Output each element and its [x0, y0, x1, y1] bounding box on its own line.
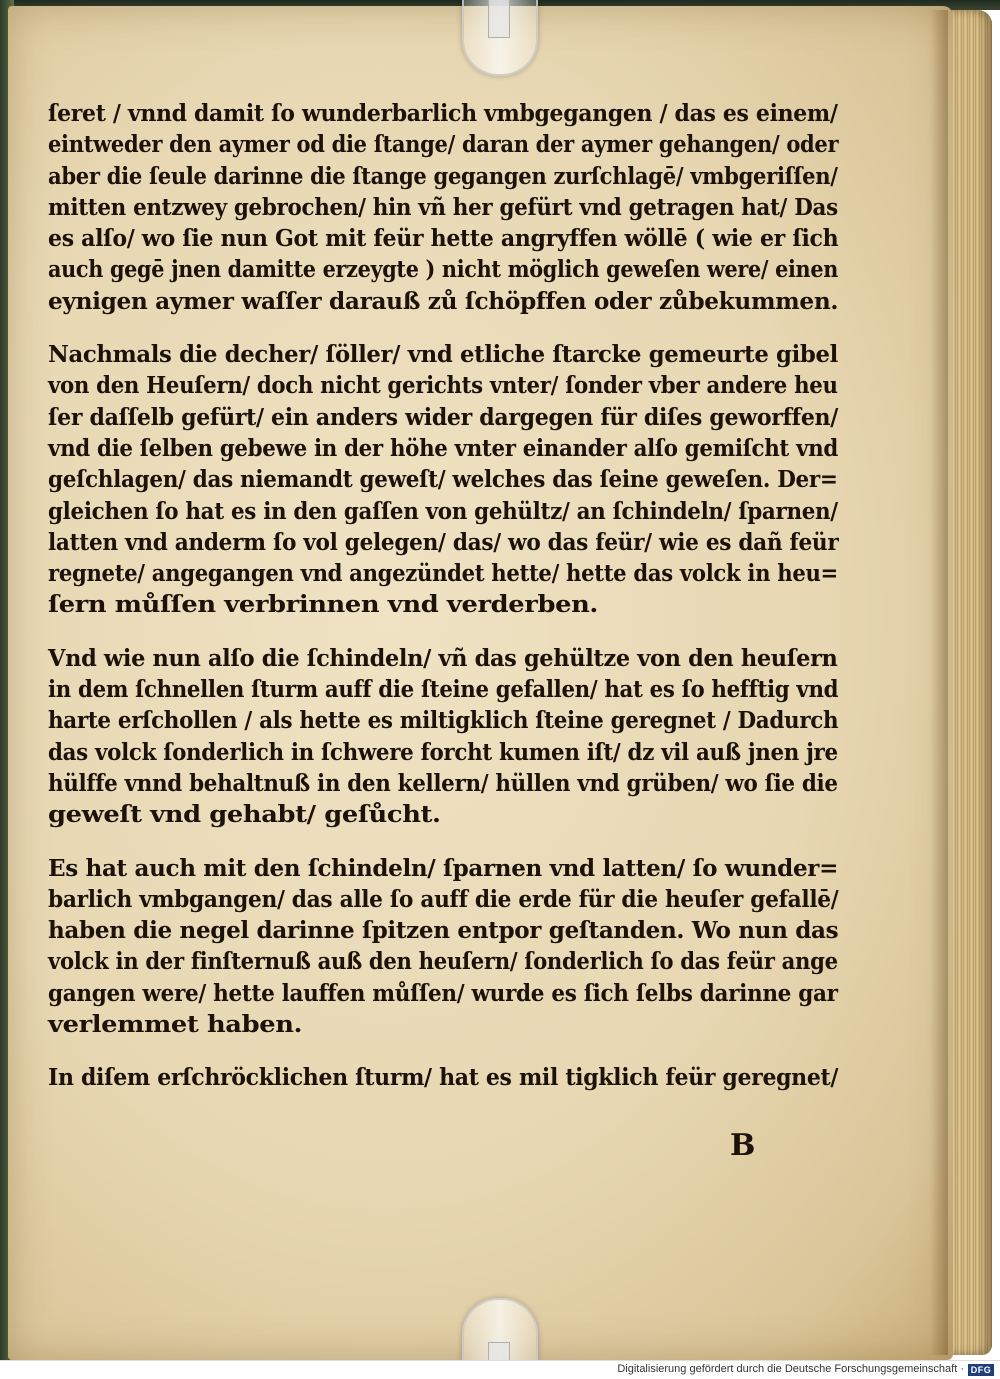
text-line: von den Heuſern/ doch nicht gerichts vnter/ ſonder vber andere heu: [48, 372, 838, 400]
text-line: verlemmet haben.: [48, 1011, 303, 1039]
text-line: Es hat auch mit den ſchindeln/ ſparnen vnd latten/ ſo wunder=: [48, 854, 839, 882]
text-line: in dem ſchnellen ſturm auff die ſteine gefallen/ hat es ſo hefftig vnd: [48, 676, 839, 704]
text-line: gleichen ſo hat es in den gaſſen von gehültz/ an ſchindeln/ ſparnen/: [48, 497, 838, 525]
text-line: latten vnd anderm ſo vol gelegen/ das/ wo das feür/ wie es dañ feür: [48, 528, 839, 556]
text-line: harte erſchollen / als hette es miltigklich ſteine geregnet / Dadurch: [48, 707, 839, 735]
gutter-shadow: [930, 10, 948, 1355]
text-line: In diſem erſchröcklichen ſturm/ hat es mil tigklich feür geregnet/: [48, 1064, 839, 1092]
text-line: aber die ſeule darinne die ſtange gegangen zurſchlagē/ vmbgeriſſen/: [48, 162, 838, 190]
paragraph-gap: [48, 621, 838, 643]
text-line: volck in der finſternuß auß den heuſern/ ſonderlich ſo das feür ange: [48, 948, 838, 976]
funding-credit: Digitalisierung gefördert durch die Deutsche Forschungsgemeinschaft ·: [617, 1363, 964, 1375]
text-line: eintweder den aymer od die ſtange/ daran der aymer gehangen/ oder: [48, 131, 839, 159]
text-line: ſer daſſelb gefürt/ ein anders wider dargegen für diſes geworffen/: [48, 403, 838, 431]
text-line: ſern můſſen verbrinnen vnd verderben.: [48, 591, 599, 619]
text-line: gangen were/ hette lauffen můſſen/ wurde es ſich ſelbs darinne gar: [48, 979, 838, 1007]
text-line: Vnd wie nun alſo die ſchindeln/ vñ das gehültze von den heuſern: [48, 644, 838, 672]
dfg-logo-icon: DFG: [968, 1364, 994, 1376]
paragraph-gap: [48, 1040, 838, 1062]
text-line: haben die negel darinne ſpitzen entpor geſtanden. Wo nun das: [48, 917, 839, 945]
text-line: hülffe vnnd behaltnuß in den kellern/ hüllen vnd grüben/ wo ſie die: [48, 769, 838, 797]
paragraph-gap: [48, 831, 838, 853]
footer-bar: [0, 1360, 1000, 1379]
text-line: auch gegē jnen damitte erzeygte ) nicht möglich geweſen were/ einen: [48, 256, 839, 284]
signature-mark: B: [730, 1128, 756, 1163]
clamp-bar-top: [488, 0, 510, 38]
text-line: geweſt vnd gehabt/ geſůcht.: [48, 801, 441, 829]
text-line: ſeret / vnnd damit ſo wunderbarlich vmbgegangen / das es einem/: [48, 100, 838, 127]
text-line: regnete/ angegangen vnd angezündet hette/ hette das volck in heu=: [48, 560, 838, 588]
text-line: geſchlagen/ das niemandt geweſt/ welches das ſeine geweſen. Der=: [48, 466, 838, 494]
text-line: Nachmals die decher/ ſöller/ vnd etliche ſtarcke gemeurte gibel: [48, 341, 838, 369]
text-line: das volck ſonderlich in ſchwere forcht kumen iſt/ dz vil auß jnen jre: [48, 738, 838, 766]
paragraph-gap: [48, 317, 838, 339]
text-line: vnd die ſelben gebewe in der höhe vnter einander alſo gemiſcht vnd: [48, 434, 838, 462]
page-text: [48, 98, 838, 1094]
text-line: barlich vmbgangen/ das alle ſo auff die erde für die heuſer gefallē/: [48, 885, 839, 913]
text-line: mitten entzwey gebrochen/ hin vñ her gefürt vnd getragen hat/ Das: [48, 193, 838, 221]
text-line: es alſo/ wo ſie nun Got mit feür hette angryffen wöllē ( wie er ſich: [48, 225, 839, 253]
text-line: eynigen aymer waſſer darauß zů ſchöpffen oder zůbekummen.: [48, 287, 839, 315]
